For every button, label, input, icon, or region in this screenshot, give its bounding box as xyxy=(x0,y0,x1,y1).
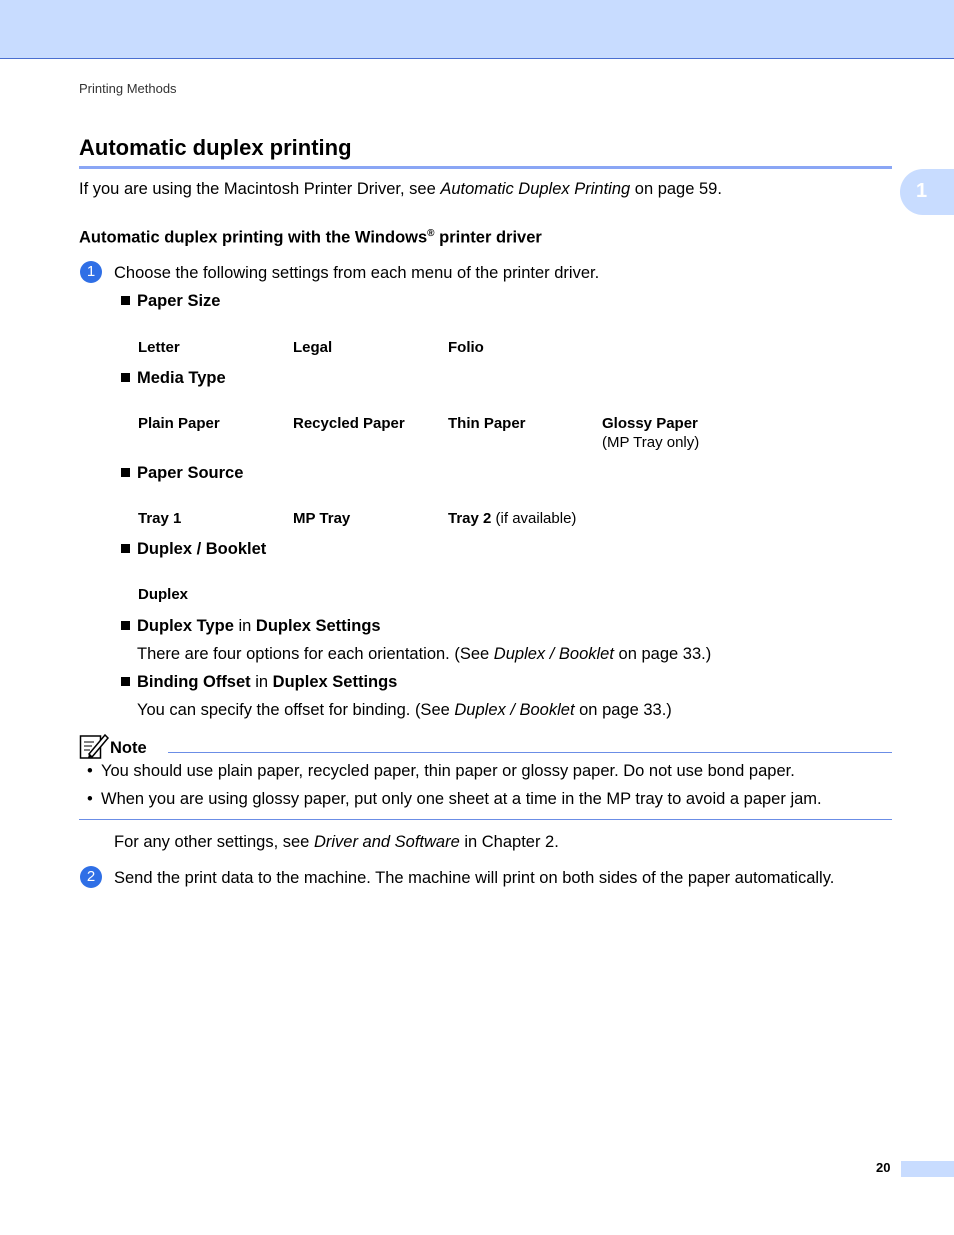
square-bullet-icon xyxy=(121,468,130,477)
section-title: Automatic duplex printing xyxy=(79,135,352,160)
setting-duplex-type: Duplex Type in Duplex Settings xyxy=(121,617,381,636)
square-bullet-icon xyxy=(121,373,130,382)
square-bullet-icon xyxy=(121,544,130,553)
chapter-tab xyxy=(900,169,954,215)
option-letter: Letter xyxy=(138,339,180,356)
option-glossy-paper: Glossy Paper xyxy=(602,415,698,432)
setting-paper-source: Paper Source xyxy=(121,464,243,483)
option-folio: Folio xyxy=(448,339,484,356)
page-number: 20 xyxy=(876,1160,891,1175)
option-tray-1: Tray 1 xyxy=(138,510,182,527)
note-item: • When you are using glossy paper, put only one sheet at a time in the MP tray to avoid a paper jam. xyxy=(87,790,822,808)
step-2-marker: 2 xyxy=(80,866,102,888)
option-duplex: Duplex xyxy=(138,586,189,603)
option-tray-2: Tray 2 (if available) xyxy=(448,510,577,527)
footer-bar xyxy=(901,1161,954,1177)
setting-media-type: Media Type xyxy=(121,369,226,388)
running-header: Printing Methods xyxy=(79,81,177,96)
other-settings-text: For any other settings, see Driver and Software in Chapter 2. xyxy=(114,833,559,851)
setting-duplex-booklet: Duplex / Booklet xyxy=(121,540,266,559)
option-plain-paper: Plain Paper xyxy=(138,415,220,432)
note-item: • You should use plain paper, recycled paper, thin paper or glossy paper. Do not use bond paper. xyxy=(87,762,795,780)
step-1-text: Choose the following settings from each menu of the printer driver. xyxy=(114,264,600,282)
intro-reference: Automatic Duplex Printing xyxy=(440,180,631,198)
chapter-number: 1 xyxy=(916,180,928,202)
note-rule xyxy=(168,752,892,753)
note-label: Note xyxy=(110,739,147,757)
intro-paragraph: If you are using the Macintosh Printer Driver, see Automatic Duplex Printing on page 59. xyxy=(79,180,722,198)
step-1-marker: 1 xyxy=(80,261,102,283)
bullet-dot-icon: • xyxy=(87,790,93,808)
step-2-text: Send the print data to the machine. The machine will print on both sides of the paper automatically. xyxy=(114,869,835,887)
top-header-band xyxy=(0,0,954,59)
binding-offset-description: You can specify the offset for binding. (See Duplex / Booklet on page 33.) xyxy=(137,701,672,719)
title-rule xyxy=(79,166,892,169)
note-end-rule xyxy=(79,819,892,820)
square-bullet-icon xyxy=(121,677,130,686)
square-bullet-icon xyxy=(121,296,130,305)
setting-paper-size: Paper Size xyxy=(121,292,220,311)
square-bullet-icon xyxy=(121,621,130,630)
duplex-type-description: There are four options for each orientation. (See Duplex / Booklet on page 33.) xyxy=(137,645,712,663)
setting-binding-offset: Binding Offset in Duplex Settings xyxy=(121,673,397,692)
note-pencil-icon xyxy=(79,732,109,760)
glossy-paper-note: (MP Tray only) xyxy=(602,434,700,451)
bullet-dot-icon: • xyxy=(87,762,93,780)
subsection-title: Automatic duplex printing with the Windows® printer driver xyxy=(79,228,542,247)
option-legal: Legal xyxy=(293,339,333,356)
option-mp-tray: MP Tray xyxy=(293,510,351,527)
option-thin-paper: Thin Paper xyxy=(448,415,526,432)
option-recycled-paper: Recycled Paper xyxy=(293,415,405,432)
